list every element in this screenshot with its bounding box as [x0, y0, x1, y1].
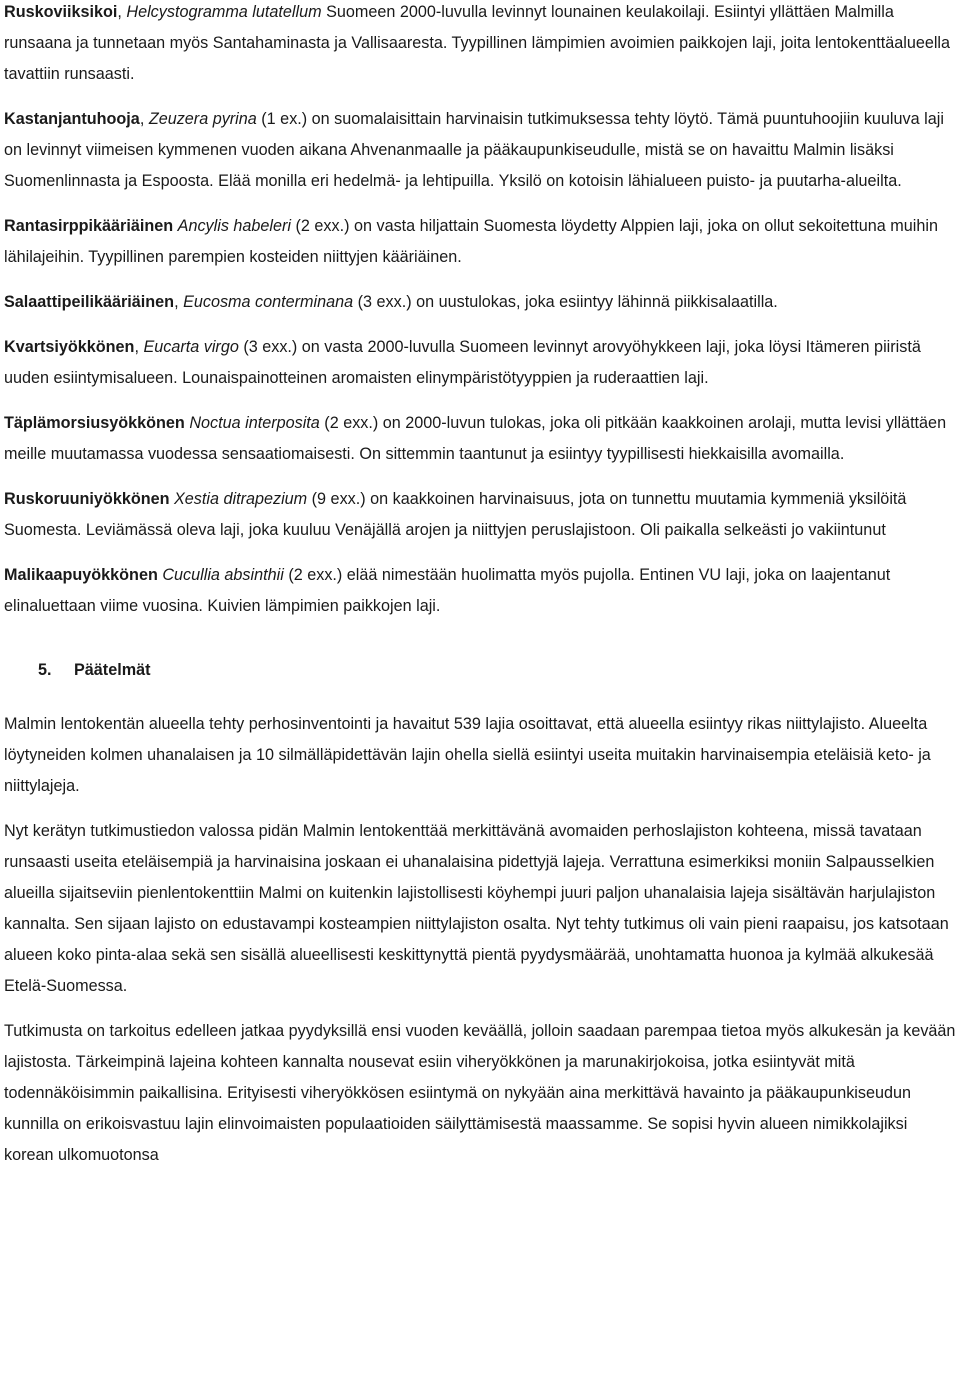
- species-latin: Noctua interposita: [189, 414, 320, 432]
- section-heading: [38, 655, 956, 686]
- species-description: Suomeen 2000-luvulla levinnyt lounainen keulakoilaji. Esiintyi yllättäen Malmilla runsaana ja tunnetaan myös Santahaminasta ja Vallisaaresta. Tyypillinen lämpimien avoimien paikkojen laji, joita lentokenttäalueella tavattiin runsaasti.: [4, 3, 951, 83]
- species-paragraph: [4, 0, 956, 90]
- species-description: (2 exx.) elää nimestään huolimatta myös pujolla. Entinen VU laji, joka on laajentanut elinaluettaan viime vuosina. Kuivien lämpimien paikkojen laji.: [4, 566, 891, 615]
- species-latin: Xestia ditrapezium: [174, 490, 308, 508]
- species-latin: Helcystogramma lutatellum: [126, 3, 322, 21]
- species-paragraph: [4, 211, 956, 273]
- separator: ,: [134, 338, 144, 356]
- species-latin: Ancylis habeleri: [177, 217, 292, 235]
- section-number: 5.: [38, 661, 52, 679]
- species-description: (9 exx.) on kaakkoinen harvinaisuus, jota on tunnettu muutamia kymmeniä yksilöitä Suomesta. Leviämässä oleva laji, joka kuuluu Venäjällä arojen ja niittyjen peruslajistoon. Oli paikalla selkeästi jo vakiintunut: [4, 490, 907, 539]
- separator: ,: [117, 3, 127, 21]
- species-latin: Zeuzera pyrina: [148, 110, 257, 128]
- section-title: Päätelmät: [74, 661, 151, 679]
- conclusion-paragraph: Malmin lentokentän alueella tehty perhosinventointi ja havaitut 539 lajia osoittavat, että alueella esiintyy rikas niittylajisto. Alueelta löytyneiden kolmen uhanalaisen ja 10 silmälläpidettävän lajin ohella siellä esiintyi useita muitakin harvinaisempia eteläisiä keto- ja niittylajeja.: [4, 715, 931, 795]
- species-name: Malikaapuyökkönen: [4, 566, 158, 584]
- conclusion-paragraph: Tutkimusta on tarkoitus edelleen jatkaa pyydyksillä ensi vuoden keväällä, jolloin saadaan parempaa tietoa myös alkukesän ja kevään lajistosta. Tärkeimpinä lajeina kohteen kannalta nousevat esiin viheryökkönen ja marunakirjokoisa, jotka esiintyvät mitä todennäköisimmin paikallisina. Erityisesti viheryökkösen esiintymä on nykyään aina merkittävä havainto ja pääkaupunkiseudun kunnilla on erikoisvastuu lajin elinvoimaisten populaatioiden säilyttämisestä maassamme. Se sopisi hyvin alueen nimikkolajiksi korean ulkomuotonsa: [4, 1022, 956, 1164]
- species-latin: Eucarta virgo: [143, 338, 239, 356]
- separator: ,: [139, 110, 149, 128]
- species-name: Kastanjantuhooja: [4, 110, 140, 128]
- species-name: Täplämorsiusyökkönen: [4, 414, 185, 432]
- species-latin: Eucosma conterminana: [183, 293, 354, 311]
- species-description: (1 ex.) on suomalaisittain harvinaisin tutkimuksessa tehty löytö. Tämä puuntuhoojiin kuuluva laji on levinnyt viimeisen kymmenen vuoden aikana Ahvenanmaalle ja pääkaupunkiseudulle, mistä se on havaittu Malmin lisäksi Suomenlinnasta ja Espoosta. Elää monilla eri hedelmä- ja lehtipuilla. Yksilö on kotoisin lähialueen puisto- ja puutarha-alueilta.: [4, 110, 944, 190]
- species-description: (2 exx.) on vasta hiljattain Suomesta löydetty Alppien laji, joka on ollut sekoitettuna muihin lähilajeihin. Tyypillinen parempien kosteiden niittyjen kääriäinen.: [4, 217, 938, 266]
- species-paragraph: [4, 560, 956, 622]
- species-name: Rantasirppikääriäinen: [4, 217, 174, 235]
- species-description: (3 exx.) on uustulokas, joka esiintyy lähinnä piikkisalaatilla.: [353, 293, 778, 311]
- species-paragraph: [4, 104, 956, 197]
- species-paragraph: [4, 408, 956, 470]
- separator: ,: [174, 293, 184, 311]
- conclusion-paragraph: Nyt kerätyn tutkimustiedon valossa pidän Malmin lentokenttää merkittävänä avomaiden perhoslajiston kohteena, missä tavataan runsaasti useita eteläisempiä ja harvinaisina joskaan ei uhanalaisina pidettyjä lajeja. Verrattuna esimerkiksi moniin Salpausselkien alueilla sijaitseviin pienlentokenttiin Malmi on kuitenkin lajistollisesti köyhempi juuri paljon uhanalaisia lajeja sisältävän harjulajiston kannalta. Sen sijaan lajisto on edustavampi kosteampien niittylajiston osalta. Nyt tehty tutkimus oli vain pieni raapaisu, jos katsotaan alueen koko pinta-alaa sekä sen sisällä alueellisesti keskittynyttä pientä pyydysmäärää, unohtamatta huonoa ja kylmää alkukesää Etelä-Suomessa.: [4, 822, 949, 995]
- species-name: Ruskoruuniyökkönen: [4, 490, 170, 508]
- species-description: (3 exx.) on vasta 2000-luvulla Suomeen levinnyt arovyöhykkeen laji, joka löysi Itämeren piiristä uuden esiintymisalueen. Lounaispainotteinen aromaisten elinympäristötyyppien ja ruderaattien laji.: [4, 338, 921, 387]
- species-name: Ruskoviiksikoi: [4, 3, 118, 21]
- species-paragraph: [4, 332, 956, 394]
- species-latin: Cucullia absinthii: [162, 566, 284, 584]
- species-paragraph: [4, 287, 956, 318]
- species-description: (2 exx.) on 2000-luvun tulokas, joka oli pitkään kaakkoinen arolaji, mutta levisi yllättäen meille muutamassa vuodessa sensaatiomaisesti. On sittemmin taantunut ja esiintyy tyypillisesti hiekkaisilla avomailla.: [4, 414, 947, 463]
- species-paragraph: [4, 484, 956, 546]
- species-name: Kvartsiyökkönen: [4, 338, 135, 356]
- species-name: Salaattipeilikääriäinen: [4, 293, 175, 311]
